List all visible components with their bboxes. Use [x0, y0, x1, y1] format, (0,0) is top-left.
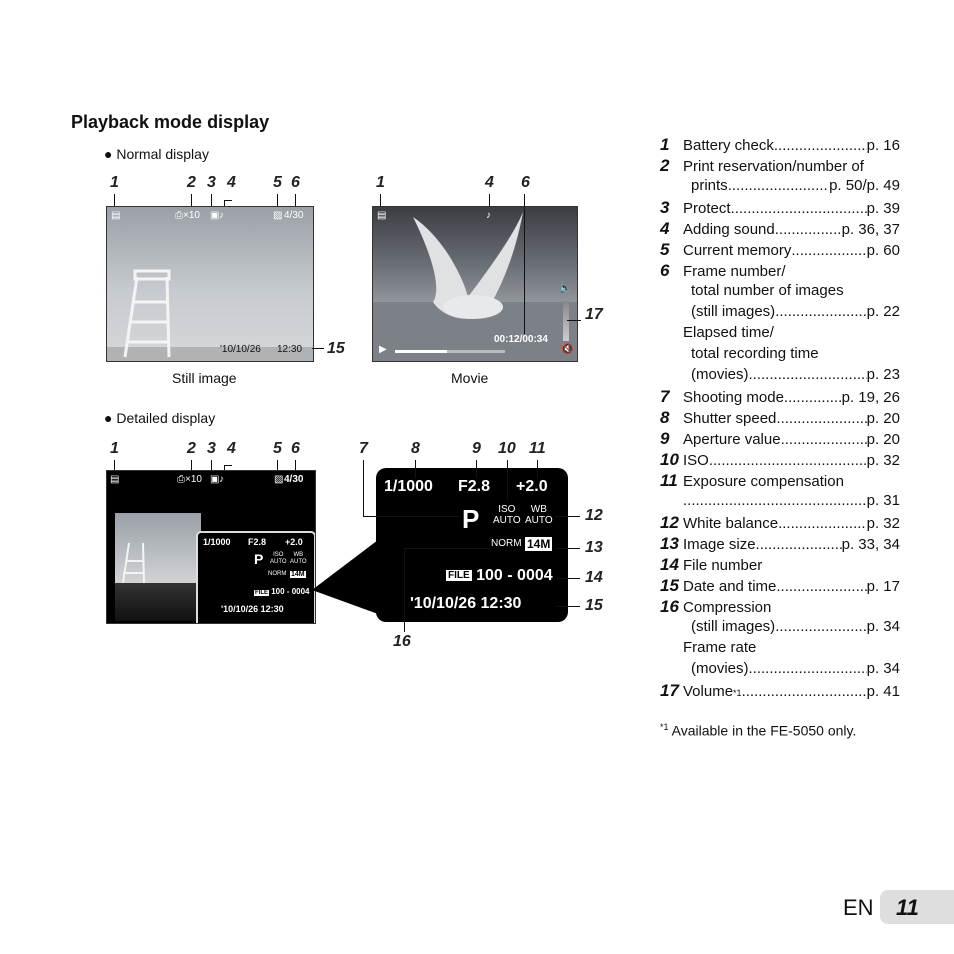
- reference-page: p. 22: [866, 303, 900, 320]
- lifeguard-tower-illustration: [107, 207, 313, 361]
- normal-display-label: Normal display: [116, 146, 209, 162]
- memory-icon: ▨: [274, 474, 284, 485]
- printer-icon: ⎙: [175, 210, 183, 221]
- printer-icon: ⎙: [177, 474, 185, 485]
- reference-number: 1: [660, 135, 670, 154]
- reference-label: Compression: [683, 599, 772, 616]
- frame-number: 4/30: [284, 210, 304, 221]
- reference-label: Aperture value: [683, 431, 781, 448]
- print-reservation: ⎙×10: [177, 474, 202, 485]
- shutter-speed: 1/1000: [203, 537, 231, 547]
- detailed-display-label: Detailed display: [116, 410, 216, 426]
- reference-number: 13: [660, 534, 679, 553]
- compression-norm: NORM: [491, 538, 522, 549]
- callout: 6: [521, 174, 530, 191]
- leader-dots: [749, 660, 867, 677]
- reference-number: 3: [660, 198, 670, 217]
- reference-row: [660, 639, 900, 656]
- callout: 3: [207, 174, 216, 191]
- reference-row: [660, 534, 900, 554]
- reference-row: [660, 240, 900, 260]
- compression-norm: NORM: [268, 571, 287, 577]
- volume-icon: 🔈: [559, 283, 572, 294]
- callout: 6: [291, 174, 300, 191]
- reference-label: (movies): [691, 660, 749, 677]
- still-time: 12:30: [277, 344, 303, 355]
- reference-label: ISO: [683, 452, 709, 469]
- footnote-mark: *1: [660, 722, 669, 732]
- play-icon: ▶: [379, 344, 387, 355]
- file-icon: FILE: [448, 570, 470, 582]
- leader-dots: [784, 389, 842, 406]
- reference-row: [660, 555, 900, 575]
- footnote-ref: *1: [733, 688, 742, 698]
- callout: 3: [207, 440, 216, 457]
- battery-icon: ▤: [110, 474, 120, 485]
- reference-label: prints: [691, 177, 728, 194]
- reference-row: [660, 324, 900, 341]
- leader-dots: [728, 177, 829, 194]
- page-number: 11: [896, 895, 919, 920]
- reference-page: p. 32: [866, 452, 900, 469]
- leader-dots: [756, 536, 842, 553]
- shooting-mode: P: [254, 551, 264, 567]
- reference-page: p. 20: [866, 410, 900, 427]
- file-number: FILE 100 - 0004: [448, 567, 553, 584]
- protect-icon: ▣: [210, 210, 220, 221]
- callout: 13: [585, 539, 603, 556]
- leader-dots: [775, 303, 866, 320]
- reference-row: [660, 471, 900, 491]
- reference-page: p. 16: [866, 137, 900, 154]
- reference-row: [660, 303, 900, 320]
- reference-label: Elapsed time/: [683, 324, 774, 341]
- reference-number: 10: [660, 450, 679, 469]
- leader-dots: [731, 200, 867, 217]
- zoom-connector: [312, 540, 382, 616]
- memory-icon: ▨: [273, 210, 283, 221]
- page-language: EN: [843, 895, 874, 920]
- normal-display-bullet: [104, 146, 209, 162]
- leader-dots: [781, 431, 867, 448]
- aperture-value: F2.8: [458, 478, 491, 495]
- reference-number: 9: [660, 429, 670, 448]
- leader-dots: [776, 578, 866, 595]
- callout: 1: [110, 174, 119, 191]
- reference-number: 12: [660, 513, 679, 532]
- reference-number: 17: [660, 681, 679, 700]
- movie-caption: Movie: [451, 370, 489, 386]
- callout: 1: [110, 440, 119, 457]
- reference-row: [660, 261, 900, 281]
- reference-label: Adding sound: [683, 221, 775, 238]
- thumbnail-image: [115, 513, 201, 583]
- date-time: '10/10/26 12:30: [410, 595, 522, 612]
- reference-label: Exposure compensation: [683, 473, 844, 490]
- reference-label: File number: [683, 557, 763, 574]
- reference-page: p. 39: [866, 200, 900, 217]
- reference-row: [660, 135, 900, 155]
- reference-number: 2: [660, 156, 670, 175]
- sound-icon: ♪: [219, 474, 224, 485]
- reference-number: 14: [660, 555, 679, 574]
- reference-page: p. 34: [866, 660, 900, 677]
- info-box: [196, 531, 316, 624]
- playback-progress-bar: [395, 350, 505, 353]
- reference-label: (still images): [691, 303, 776, 320]
- file-number: FILE 100 - 0004: [255, 587, 310, 596]
- detailed-small-screen: [106, 470, 316, 624]
- reference-label: Date and time: [683, 578, 777, 595]
- leader-dots: [683, 492, 867, 509]
- leader-dots: [775, 221, 842, 238]
- callout: 1: [376, 174, 385, 191]
- reference-label: total number of images: [691, 282, 844, 299]
- date-time: '10/10/26 12:30: [221, 604, 284, 614]
- thumbnail-reflection: [115, 583, 201, 621]
- reference-number: 8: [660, 408, 670, 427]
- reference-row: [660, 219, 900, 239]
- callout: 5: [273, 440, 282, 457]
- callout: 7: [359, 440, 368, 457]
- reference-page: p. 19, 26: [841, 389, 900, 406]
- callout: 17: [585, 306, 603, 323]
- reference-page: p. 32: [866, 515, 900, 532]
- leader-dots: [749, 366, 867, 383]
- reference-label: Frame number/: [683, 263, 786, 280]
- leader-dots: [709, 452, 867, 469]
- reference-label: Shooting mode: [683, 389, 784, 406]
- reference-page: p. 31: [866, 492, 900, 509]
- leader-dots: [776, 410, 866, 427]
- reference-label: White balance: [683, 515, 779, 532]
- reference-row: [660, 492, 900, 509]
- callout: 8: [411, 440, 420, 457]
- exposure-compensation: +2.0: [285, 537, 303, 547]
- reference-label: total recording time: [691, 345, 819, 362]
- callout: 10: [498, 440, 516, 457]
- reference-page: p. 36, 37: [841, 221, 900, 238]
- reference-row: [660, 177, 900, 194]
- detailed-display-bullet: [104, 410, 215, 426]
- file-icon: FILE: [255, 590, 268, 596]
- print-reservation: ⎙×10: [175, 210, 200, 221]
- callout: 15: [585, 597, 603, 614]
- reference-row: [660, 597, 900, 617]
- leader-dots: [778, 515, 867, 532]
- shutter-speed: 1/1000: [384, 478, 433, 495]
- reference-number: 7: [660, 387, 670, 406]
- reference-row: [660, 345, 900, 362]
- reference-row: [660, 660, 900, 677]
- frame-number: 4/30: [284, 474, 304, 485]
- reference-label: Volume: [683, 683, 734, 700]
- reference-label: Print reservation/number of: [683, 158, 864, 175]
- footnote: [660, 722, 856, 739]
- reference-row: [660, 156, 900, 176]
- callout: 15: [327, 340, 345, 357]
- shooting-mode: P: [462, 504, 480, 534]
- reference-page: p. 60: [866, 242, 900, 259]
- reference-number: 6: [660, 261, 670, 280]
- reference-number: 16: [660, 597, 679, 616]
- reference-number: 5: [660, 240, 670, 259]
- reference-row: [660, 282, 900, 299]
- reference-label: Current memory: [683, 242, 792, 259]
- callout: 4: [485, 174, 494, 191]
- reference-row: [660, 387, 900, 407]
- reference-number: 15: [660, 576, 679, 595]
- reference-label: Image size: [683, 536, 756, 553]
- callout: 2: [187, 174, 196, 191]
- reference-label: Frame rate: [683, 639, 757, 656]
- reference-label: Shutter speed: [683, 410, 777, 427]
- reference-label: Battery check: [683, 137, 774, 154]
- aperture-value: F2.8: [248, 537, 267, 547]
- image-size: 14M: [291, 571, 305, 578]
- reference-row: [660, 681, 900, 701]
- movie-screen: [372, 206, 578, 362]
- volume-level-bar: [563, 301, 569, 341]
- bullet-dot: ●: [104, 146, 113, 162]
- protect-icon: ▣: [210, 474, 220, 485]
- sound-icon: ♪: [486, 210, 491, 221]
- leader-dots: [775, 618, 866, 635]
- leader-dots: [774, 137, 867, 154]
- still-image-screen: [106, 206, 314, 362]
- still-date: '10/10/26: [220, 344, 261, 355]
- footnote-text: Available in the FE-5050 only.: [671, 722, 857, 739]
- still-image-caption: Still image: [172, 370, 237, 386]
- reference-row: [660, 618, 900, 635]
- reference-row: [660, 408, 900, 428]
- sound-icon: ♪: [219, 210, 224, 221]
- reference-row: [660, 198, 900, 218]
- elapsed-time: 00:12/00:34: [494, 334, 548, 345]
- callout: 11: [529, 440, 546, 457]
- callout: 16: [393, 633, 411, 650]
- reference-label: Protect: [683, 200, 731, 217]
- callout: 4: [227, 174, 236, 191]
- lifeguard-tower-illustration: [115, 513, 201, 583]
- exposure-compensation: +2.0: [516, 478, 548, 495]
- image-size: 14M: [527, 537, 551, 551]
- reference-row: [660, 429, 900, 449]
- reference-page: p. 34: [866, 618, 900, 635]
- reference-label: (still images): [691, 618, 776, 635]
- mute-icon: 🔇: [561, 344, 574, 355]
- callout: 4: [227, 440, 236, 457]
- leader-dots: [742, 683, 867, 700]
- callout: 6: [291, 440, 300, 457]
- callout: 9: [472, 440, 481, 457]
- battery-icon: ▤: [111, 210, 121, 221]
- reference-label: (movies): [691, 366, 749, 383]
- section-heading: Playback mode display: [71, 112, 270, 132]
- reference-page: p. 23: [866, 366, 900, 383]
- reference-page: p. 50/p. 49: [829, 177, 900, 194]
- reference-row: [660, 450, 900, 470]
- reference-page: p. 33, 34: [841, 536, 900, 553]
- callout: 5: [273, 174, 282, 191]
- reference-row: [660, 366, 900, 383]
- iso-setting: ISO AUTO: [493, 504, 521, 526]
- reference-page: p. 17: [866, 578, 900, 595]
- reference-page: p. 41: [866, 683, 900, 700]
- reference-number: 11: [660, 471, 678, 490]
- leader-dots: [791, 242, 866, 259]
- battery-icon: ▤: [377, 210, 387, 221]
- white-balance-setting: WB AUTO: [290, 552, 307, 565]
- callout: 14: [585, 569, 603, 586]
- iso-setting: ISO AUTO: [270, 552, 287, 565]
- reference-row: [660, 513, 900, 533]
- reference-page: p. 20: [866, 431, 900, 448]
- bullet-dot: ●: [104, 410, 113, 426]
- reference-row: [660, 576, 900, 596]
- reference-number: 4: [660, 219, 670, 238]
- callout: 12: [585, 507, 603, 524]
- callout: 2: [187, 440, 196, 457]
- white-balance-setting: WB AUTO: [525, 504, 553, 526]
